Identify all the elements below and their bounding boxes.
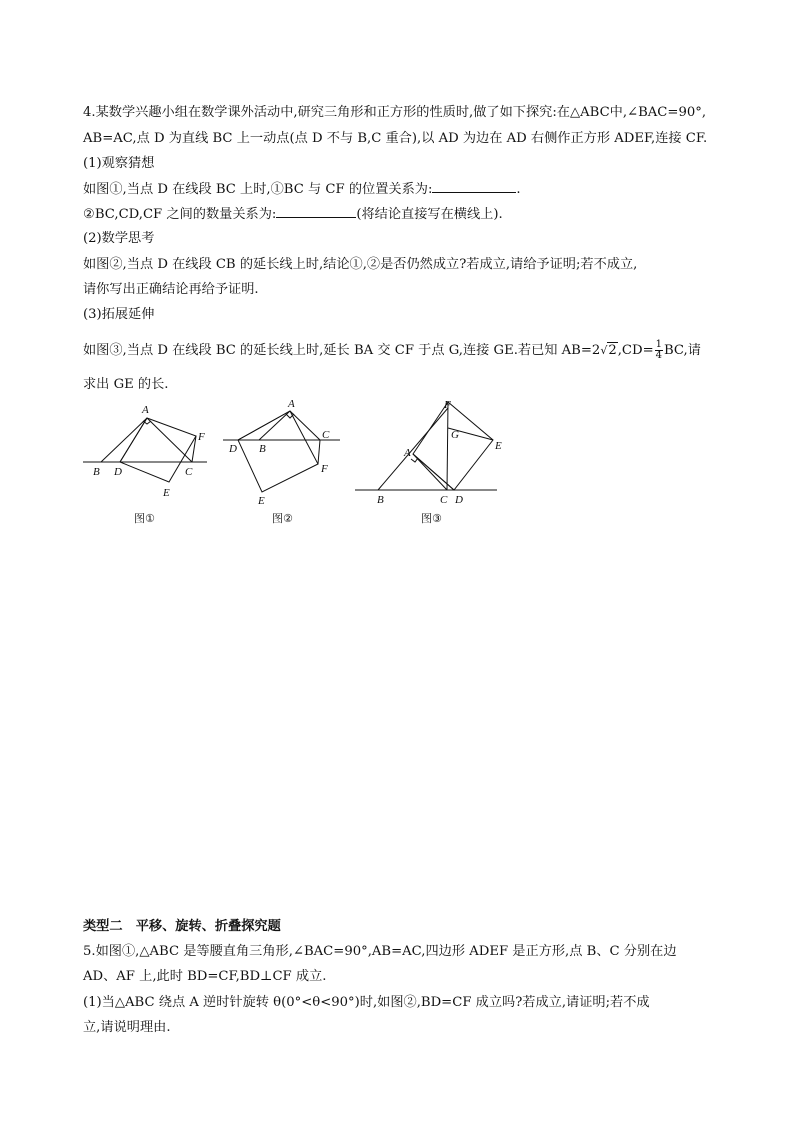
- fig2-label-c: C: [322, 429, 330, 441]
- q5-line-1: 5.如图①,△ABC 是等腰直角三角形,∠BAC=90°,AB=AC,四边形 ADEF 是正方形,点 B、C 分别在边: [83, 944, 677, 959]
- figures-svg: [0, 0, 794, 540]
- fig3-label-e: E: [495, 440, 502, 452]
- fig3-label-a: A: [404, 447, 411, 459]
- section-heading: 类型二 平移、旋转、折叠探究题: [83, 919, 281, 934]
- fig2-label-f: F: [321, 463, 328, 475]
- q4-part3-text-mid: ,CD=: [617, 343, 654, 358]
- fig1-caption: 图①: [134, 512, 155, 525]
- sqrt-radicand: 2: [608, 343, 617, 358]
- q4-part3-line-b: 求出 GE 的长.: [83, 377, 169, 392]
- fig2-label-b: B: [259, 443, 266, 455]
- fig1-label-f: F: [198, 431, 205, 443]
- q4-part1-text-a-end: .: [516, 182, 521, 197]
- fig1-label-a: A: [142, 404, 149, 416]
- q4-part1-text-b: ②BC,CD,CF 之间的数量关系为:: [83, 207, 277, 222]
- fig3-caption: 图③: [421, 512, 442, 525]
- fig2-label-e: E: [258, 495, 265, 507]
- figure-3: [355, 399, 502, 525]
- q4-part3-text-a: 如图③,当点 D 在线段 BC 的延长线上时,延长 BA 交 CF 于点 G,连接 GE.若已知 AB=2: [83, 343, 601, 358]
- fig1-label-c: C: [185, 466, 193, 478]
- fig3-label-d: D: [455, 494, 463, 506]
- fig3-label-c: C: [440, 494, 448, 506]
- fig2-caption: 图②: [272, 512, 293, 525]
- q4-part2-title: (2)数学思考: [83, 231, 155, 246]
- q4-part1-title: (1)观察猜想: [83, 156, 155, 171]
- fig1-right-angle-mark: [143, 421, 151, 424]
- fig2-square-adef: [238, 411, 318, 492]
- fig3-label-f: F: [444, 399, 451, 411]
- q5-line-2: AD、AF 上,此时 BD=CF,BD⊥CF 成立.: [83, 969, 327, 984]
- q4-part2-line-a: 如图②,当点 D 在线段 CB 的延长线上时,结论①,②是否仍然成立?若成立,请给予证明;若不成立,: [83, 257, 638, 272]
- fig3-label-b: B: [377, 494, 384, 506]
- fig2-label-d: D: [229, 443, 237, 455]
- q4-line-2: AB=AC,点 D 为直线 BC 上一动点(点 D 不与 B,C 重合),以 AD 为边在 AD 右侧作正方形 ADEF,连接 CF.: [83, 131, 708, 146]
- fig3-seg-cf: [447, 402, 448, 490]
- fig2-label-a: A: [288, 398, 295, 410]
- figure-1: [83, 404, 207, 525]
- fig2-seg-ac: [290, 411, 320, 440]
- fig3-seg-bg: [378, 408, 448, 490]
- fraction-denominator: 4: [655, 350, 662, 361]
- q5-line-3: (1)当△ABC 绕点 A 逆时针旋转 θ(0°<θ<90°)时,如图②,BD=CF 成立吗?若成立,请证明;若不成: [83, 995, 650, 1010]
- q4-part1-text-a: 如图①,当点 D 在线段 BC 上时,①BC 与 CF 的位置关系为:: [83, 182, 433, 197]
- fig1-label-d: D: [114, 466, 122, 478]
- fig3-seg-ac: [413, 454, 447, 490]
- q4-part3-title: (3)拓展延伸: [83, 307, 155, 322]
- q4-part3-line-a: 如图③,当点 D 在线段 BC 的延长线上时,延长 BA 交 CF 于点 G,连接 GE.若已知 AB=2√2,CD= $\frac{1}{4}$ BC,请: [83, 339, 701, 361]
- q4-part3-text-end: BC,请: [664, 343, 701, 358]
- fig3-square-adef: [413, 402, 493, 490]
- fig1-label-b: B: [93, 466, 100, 478]
- q4-part2-line-b: 请你写出正确结论再给予证明.: [83, 282, 259, 297]
- fig1-seg-ac: [147, 418, 192, 462]
- q4-part1-text-b-end: (将结论直接写在横线上).: [356, 207, 503, 222]
- q5-line-4: 立,请说明理由.: [83, 1020, 171, 1035]
- fig3-label-g: G: [451, 429, 459, 441]
- fig1-label-e: E: [163, 487, 170, 499]
- q4-line-1: 4.某数学兴趣小组在数学课外活动中,研究三角形和正方形的性质时,做了如下探究:在△ABC中,∠BAC=90°,: [83, 105, 707, 120]
- fig3-right-angle-mark: [411, 458, 418, 462]
- figure-2: [223, 398, 340, 525]
- fraction-numerator: 1: [655, 339, 662, 350]
- fig2-seg-cf: [318, 440, 320, 464]
